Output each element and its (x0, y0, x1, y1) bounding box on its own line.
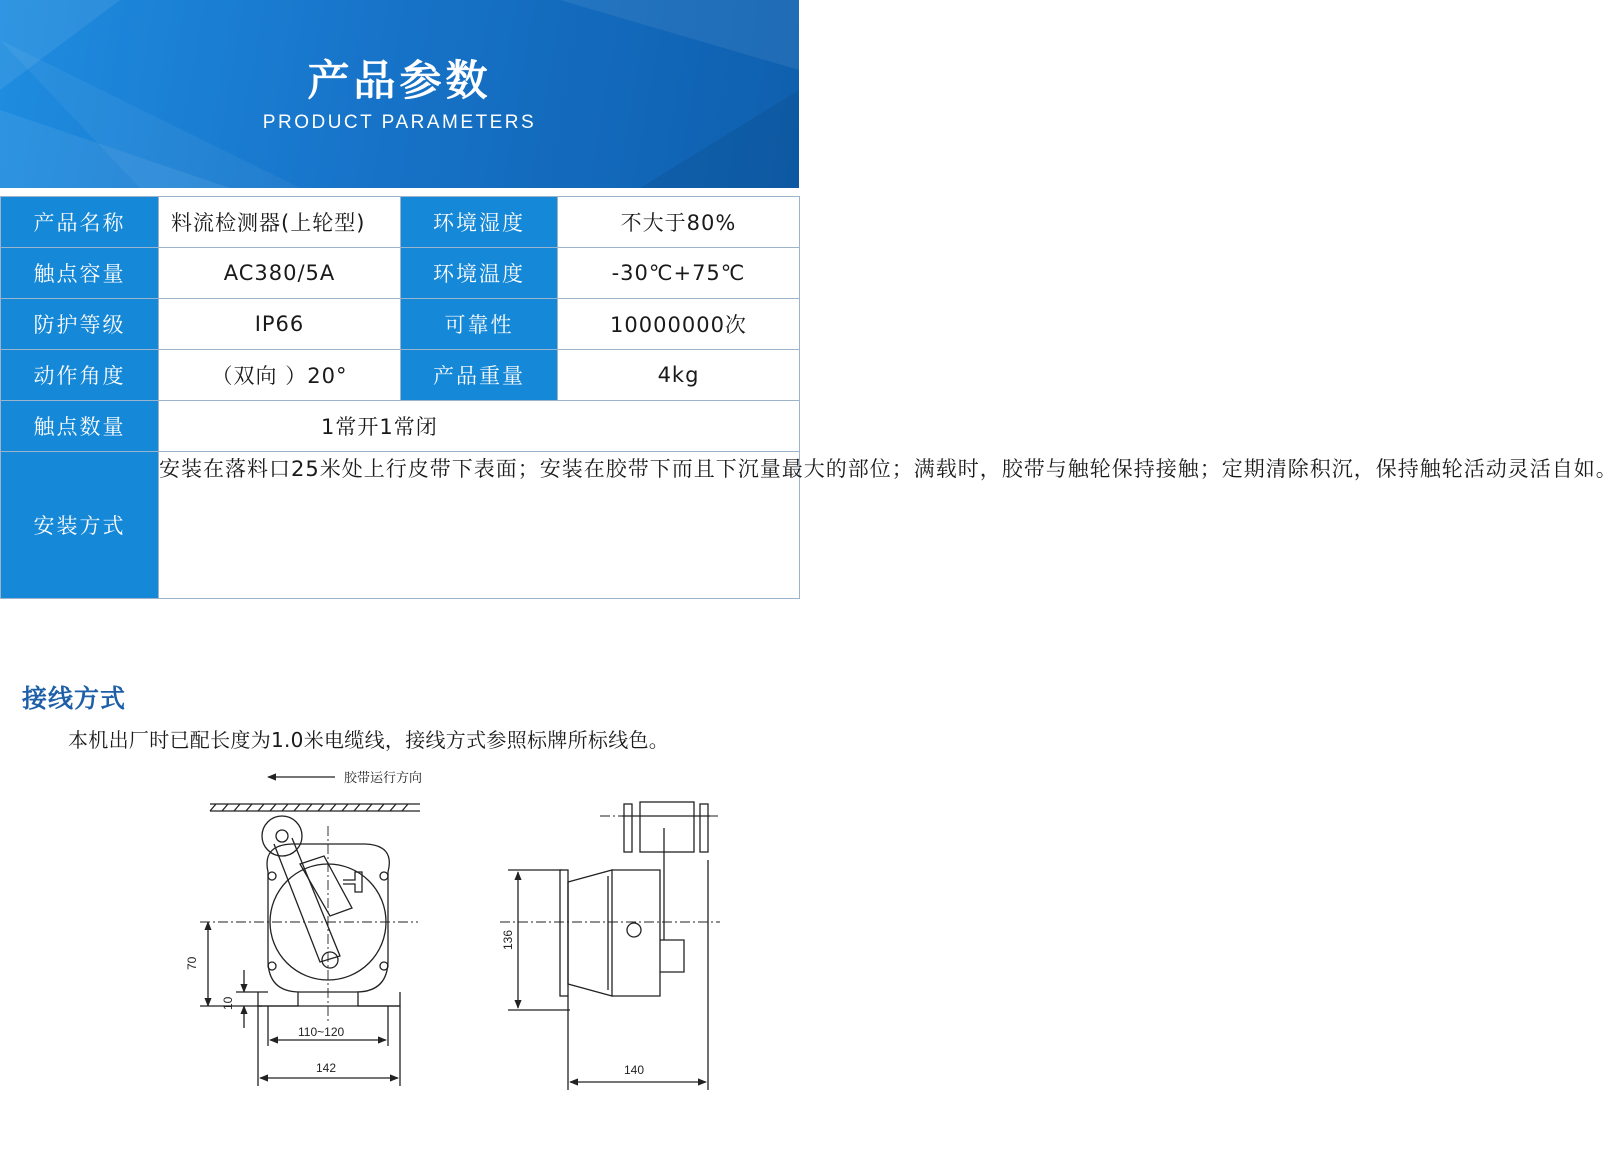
section-title: 接线方式 (22, 684, 127, 713)
param-label: 触点数量 (1, 401, 159, 452)
param-value: 1常开1常闭 (159, 401, 800, 452)
param-label: 环境湿度 (401, 197, 558, 248)
param-label: 产品重量 (401, 350, 558, 401)
dim-height-10: 10 (221, 996, 235, 1010)
belt-direction-label: 胶带运行方向 (344, 771, 423, 786)
section-description: 本机出厂时已配长度为1.0米电缆线，接线方式参照标牌所标线色。 (68, 728, 670, 752)
param-label: 产品名称 (1, 197, 159, 248)
page-subtitle: PRODUCT PARAMETERS (262, 112, 537, 133)
param-value: 不大于80% (558, 197, 800, 248)
param-value: 10000000次 (558, 299, 800, 350)
dim-height-136: 136 (501, 929, 515, 950)
param-label: 防护等级 (1, 299, 159, 350)
dim-width-range: 110~120 (298, 1025, 345, 1039)
param-label: 触点容量 (1, 248, 159, 299)
table-row (1, 350, 800, 401)
param-label: 安装方式 (1, 452, 159, 599)
param-value: AC380/5A (159, 248, 401, 299)
front-view (258, 816, 400, 1006)
param-value: IP66 (159, 299, 401, 350)
page-title: 产品参数 (307, 56, 492, 105)
table-row (1, 197, 800, 248)
param-value: （双向 ）20° (159, 350, 401, 401)
param-label: 环境温度 (401, 248, 558, 299)
table-row (1, 452, 800, 599)
param-label: 动作角度 (1, 350, 159, 401)
param-label: 可靠性 (401, 299, 558, 350)
roller-wheel (262, 816, 302, 856)
header-banner (0, 0, 799, 188)
param-value: 安装在落料口25米处上行皮带下表面；安装在胶带下而且下沉量最大的部位；满载时，胶带与触轮保持接触；定期清除积沉，保持触轮活动灵活自如。 (159, 452, 800, 599)
dim-height-70: 70 (185, 956, 199, 970)
dim-width-142: 142 (316, 1061, 337, 1075)
parameters-table (0, 196, 1618, 599)
table-row (1, 401, 800, 452)
side-view (560, 802, 710, 996)
param-value: 料流检测器(上轮型) (159, 197, 401, 248)
param-value: 4kg (558, 350, 800, 401)
table-row (1, 299, 800, 350)
table-row (1, 248, 800, 299)
dim-width-140: 140 (624, 1063, 645, 1077)
technical-drawing (0, 760, 799, 1176)
param-value: -30℃+75℃ (558, 248, 800, 299)
